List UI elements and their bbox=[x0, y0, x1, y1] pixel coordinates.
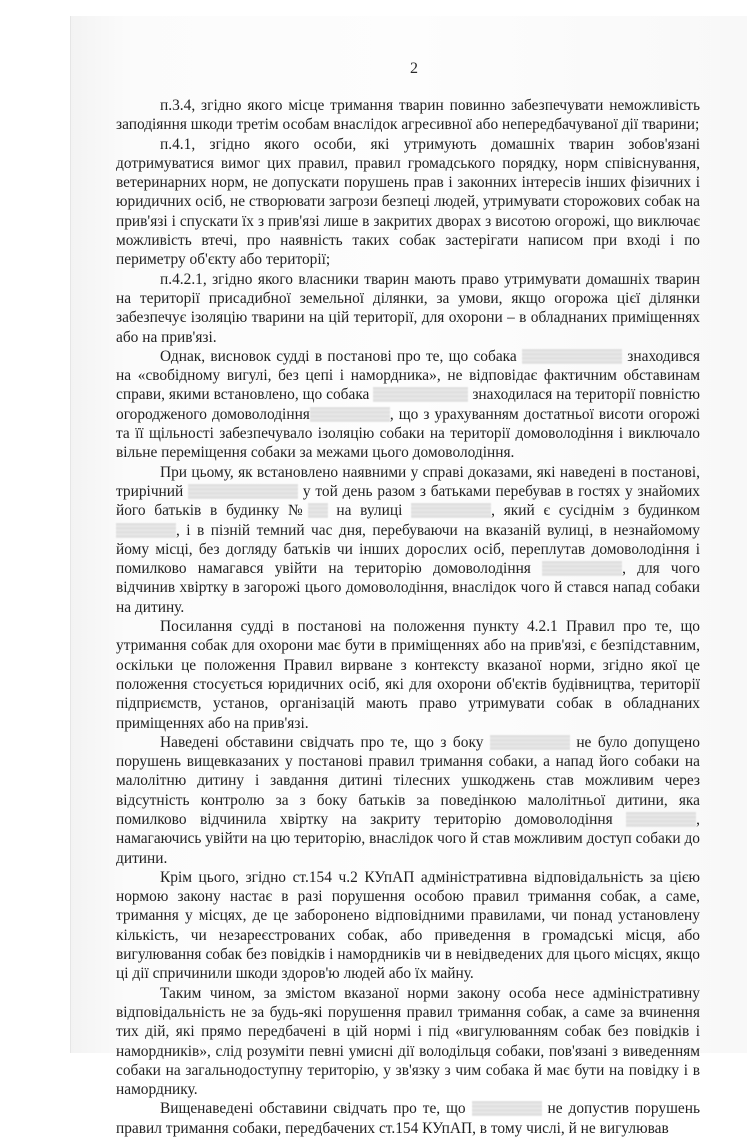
text-segment: Наведені обставини свідчать про те, що з боку bbox=[160, 733, 484, 751]
text-segment: , і в пізній темний час дня, перебуваючи на вказаній вулиці, в незнайомому йому місці, без догляду батьків чи інших дорослих осіб, переплутав домоволодіння і помилково намагався увійти на територію домоволодіння bbox=[116, 521, 700, 578]
text-segment: не було допущено порушень вищевказаних у постанові правил тримання собаки, а напад його собаки на малолітню дитину і завдання дитині тілесних ушкоджень став можливим через відсутність контролю за з боку батьків за поведінкою малолітньої дитини, яка помилково відчинила хвіртку на закриту територію домоволодіння bbox=[116, 733, 700, 828]
text-segment: не допустив порушень правил тримання собаки, передбачених ст.154 КУпАП, в тому числі, й не вигулював bbox=[116, 1100, 701, 1137]
paragraph-p3-4: п.3.4, згідно якого місце тримання тварин повинно забезпечувати неможливість заподіяння шкоди третім особам внаслідок агресивної або непередбачуваної дії тварини; bbox=[116, 97, 700, 134]
redacted-name bbox=[373, 387, 468, 402]
text-segment: Однак, висновок судді в постанові про те, що собака bbox=[160, 347, 517, 365]
text-segment: Вищенаведені обставини свідчать про те, що bbox=[160, 1100, 466, 1118]
redacted-name bbox=[310, 407, 390, 422]
paragraph-rule-reference: Посилання судді в постанові на положення пункту 4.2.1 Правил про те, що утримання собак для охорони має бути в приміщеннях або на прив'язі, є безпідставним, оскільки це положення Правил вирване з контексту вказаної норми, згідно якої це положення стосується юридичних осіб, які для охорони об'єктів будівництва, території підприємств, установ, організацій мають право утримувати собак в обладнаних приміщеннях або на прив'язі. bbox=[116, 618, 700, 732]
redacted-name bbox=[472, 1101, 542, 1116]
redacted-name bbox=[522, 349, 622, 364]
text-segment: , для чого відчинив хвіртку в загорожі цього домоволодіння, внаслідок чого й стався напад собаки на дитину. bbox=[116, 560, 700, 616]
text-segment: , намагаючись увійти на цю територію, внаслідок чого й став можливим доступ собаки до дитини. bbox=[116, 810, 700, 867]
redacted-name bbox=[626, 812, 696, 827]
redacted-name bbox=[542, 561, 622, 576]
text-segment: у той день разом з батьками перебував в гостях у знайомих його батьків в будинку № bbox=[116, 482, 701, 520]
paragraph-conclusion bbox=[116, 347, 700, 463]
text-segment: на вулиці bbox=[336, 502, 403, 520]
paragraph-no-violation bbox=[116, 733, 700, 868]
text-segment: , який є сусіднім з будинком bbox=[491, 502, 700, 520]
text-segment: знаходилася на території повністю огородженого домоволодіння bbox=[116, 386, 700, 423]
redacted-name bbox=[188, 484, 298, 499]
redacted-name bbox=[490, 735, 570, 750]
paragraph-circumstances bbox=[116, 463, 700, 617]
text-segment: знаходився на «свобідному вигулі, без цепі і намордника», не відповідає фактичним обставинам справи, якими встановлено, що собака bbox=[116, 347, 700, 404]
redacted-number bbox=[308, 503, 328, 518]
paragraph-p4-2-1: п.4.2.1, згідно якого власники тварин мають право утримувати домашніх тварин на території присадибної земельної ділянки, за умови, якщо огорожа цієї ділянки забезпечує ізоляцію тварини на цій території, для охорони – в обладнаних приміщеннях або на прив'язі. bbox=[116, 270, 700, 346]
text-segment: , що з урахуванням достатньої висоти огорожі та її щільності забезпечувало ізоляцію собаки на території домоволодіння і виключало вільне переміщення собаки за межами цього домоволодіння. bbox=[116, 405, 700, 462]
paragraph-conclusion-final bbox=[116, 1099, 700, 1138]
document-body bbox=[116, 96, 700, 1138]
text-segment: При цьому, як встановлено наявними у справі доказами, які наведені в постанові, трирічний bbox=[116, 463, 700, 500]
paragraph-p4-1: п.4.1, згідно якого особи, які утримують домашніх тварин зобов'язані дотримуватися вимог цих правил, правил громадського порядку, норм співіснування, ветеринарних норм, не допускати порушень прав і законних інтересів інших фізичних і юридичних осіб, не створювати загрози безпеці людей, утримувати сторожових собак на прив'язі і спускати їх з прив'язі лише в закритих дворах з висотою огорожі, що виключає можливість втечі, про наявність таких собак застерігати написом при вході і по периметру об'єкту або території; bbox=[116, 135, 700, 269]
paragraph-thus: Таким чином, за змістом вказаної норми закону особа несе адміністративну відповідальність не за будь-які порушення правил тримання собак, а саме за вчинення тих дій, які прямо передбачені в цій нормі і під «вигулюванням собак без повідків і намордників», слід розуміти певні умисні дії володільця собаки, пов'язані з виведенням собаки на загальнодоступну територію, у зв'язку з чим собака й має бути на повідку і в наморднику. bbox=[116, 984, 700, 1099]
redacted-address bbox=[116, 523, 176, 538]
paragraph-article-154: Крім цього, згідно ст.154 ч.2 КУпАП адміністративна відповідальність за цією нормою закону настає в разі порушення особою правил тримання собак, а саме, тримання у місцях, де це заборонено відповідними правилами, чи понад установлену кількість, чи незареєстрованих собак, або приведення в громадські місця, або вигулювання собак без повідків і намордників чи в невідведених для цього місцях, якщо ці дії спричинили шкоди здоров'ю людей або їх майну. bbox=[116, 868, 700, 983]
page-number: 2 bbox=[410, 60, 418, 77]
redacted-street bbox=[411, 503, 491, 518]
